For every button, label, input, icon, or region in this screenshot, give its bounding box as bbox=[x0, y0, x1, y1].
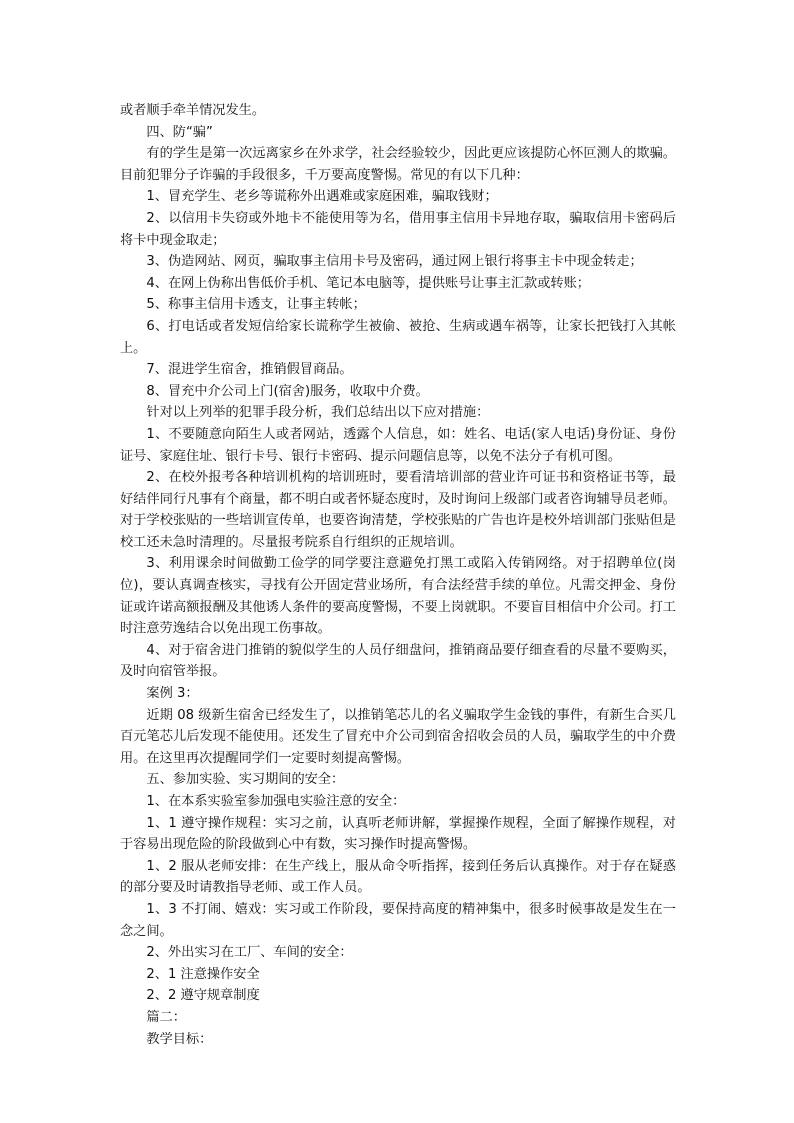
list-item-lab-1-1: 1、1 遵守操作规程：实习之前，认真听老师讲解，掌握操作规程，全面了解操作规程，对于容易出现危险的阶段做到心中有数，实习操作时提高警惕。 bbox=[120, 815, 676, 853]
list-item-fraud-4: 4、在网上伪称出售低价手机、笔记本电脑等，提供账号让事主汇款或转账； bbox=[146, 275, 590, 291]
paragraph-continuation: 或者顺手牵羊情况发生。 bbox=[120, 103, 266, 118]
paragraph-countermeasures-intro: 针对以上列举的犯罪手段分析，我们总结出以下应对措施： bbox=[146, 405, 490, 421]
list-item-fraud-5: 5、称事主信用卡透支，让事主转帐； bbox=[146, 297, 366, 313]
list-item-measure-3: 3、利用课余时间做勤工俭学的同学要注意避免打黑工或陷入传销网络。对于招聘单位(岗位)，要认真调查核实，寻找有公开固定营业场所，有合法经营手续的单位。凡需交押金、身份证或许诺高额报酬及其他诱人条件的要高度警惕，不要上岗就职。不要盲目相信中介公司。打工时注意劳逸结合以免出现工伤事故。 bbox=[120, 556, 676, 637]
section-heading-fraud: 四、防“骗” bbox=[146, 124, 213, 140]
subsection-factory-safety: 2、外出实习在工厂、车间的安全： bbox=[146, 945, 353, 961]
section-heading-internship: 五、参加实验、实习期间的安全： bbox=[146, 772, 345, 788]
list-item-lab-1-3: 1、3 不打闹、嬉戏：实习或工作阶段，要保持高度的精神集中，很多时候事故是发生在一念之间。 bbox=[120, 901, 676, 939]
paragraph-case-3: 近期 08 级新生宿舍已经发生了，以推销笔芯儿的名义骗取学生金钱的事件，有新生合买几百元笔芯儿后发现不能使用。还发生了冒充中介公司到宿舍招收会员的人员，骗取学生的中介费用。在这里再次提醒同学们一定要时刻提高警惕。 bbox=[120, 707, 676, 766]
list-item-fraud-1: 1、冒充学生、老乡等谎称外出遇难或家庭困难，骗取钱财； bbox=[146, 189, 498, 205]
part-heading: 篇二： bbox=[146, 1009, 186, 1025]
list-item-fraud-2: 2、以信用卡失窃或外地卡不能使用等为名，借用事主信用卡异地存取，骗取信用卡密码后将卡中现金取走； bbox=[120, 210, 676, 248]
list-item-fraud-3: 3、伪造网站、网页，骗取事主信用卡号及密码，通过网上银行将事主卡中现金转走； bbox=[146, 254, 643, 270]
list-item-measure-4: 4、对于宿舍进门推销的貌似学生的人员仔细盘问，推销商品要仔细查看的尽量不要购买，及时向宿管举报。 bbox=[120, 642, 676, 680]
list-item-fraud-8: 8、冒充中介公司上门(宿舍)服务，收取中介费。 bbox=[146, 383, 429, 399]
list-item-fraud-6: 6、打电话或者发短信给家长谎称学生被偷、被抢、生病或遇车祸等，让家长把钱打入其帐上。 bbox=[120, 318, 676, 356]
paragraph-fraud-intro: 有的学生是第一次远离家乡在外求学，社会经验较少，因此更应该提防心怀叵测人的欺骗。目前犯罪分子诈骗的手段很多，千万要高度警惕。常见的有以下几种： bbox=[120, 146, 676, 183]
list-item-fraud-7: 7、混进学生宿舍，推销假冒商品。 bbox=[146, 362, 353, 378]
document-page bbox=[120, 100, 676, 1050]
list-item-factory-2-2: 2、2 遵守规章制度 bbox=[146, 988, 260, 1004]
teaching-goals-heading: 教学目标： bbox=[146, 1031, 213, 1047]
list-item-measure-1: 1、不要随意向陌生人或者网站，透露个人信息，如：姓名、电话(家人电话)身份证、身份证号、家庭住址、银行卡号、银行卡密码、提示问题信息等，以免不法分子有机可图。 bbox=[120, 426, 676, 464]
subsection-lab-safety: 1、在本系实验室参加强电实验注意的安全： bbox=[146, 794, 406, 809]
list-item-factory-2-1: 2、1 注意操作安全 bbox=[146, 966, 260, 982]
case-heading: 案例 3： bbox=[146, 686, 199, 702]
list-item-lab-1-2: 1、2 服从老师安排：在生产线上，服从命令听指挥，接到任务后认真操作。对于存在疑惑的部分要及时请教指导老师、或工作人员。 bbox=[120, 858, 676, 896]
list-item-measure-2: 2、在校外报考各种培训机构的培训班时，要看清培训部的营业许可证书和资格证书等，最好结伴同行凡事有个商量，都不明白或者怀疑态度时，及时询问上级部门或者咨询辅导员老师。对于学校张贴的一些培训宣传单，也要咨询清楚，学校张贴的广告也许是校外培训部门张贴但是校工还未急时清理的。尽量报考院系自行组织的正规培训。 bbox=[120, 470, 676, 550]
